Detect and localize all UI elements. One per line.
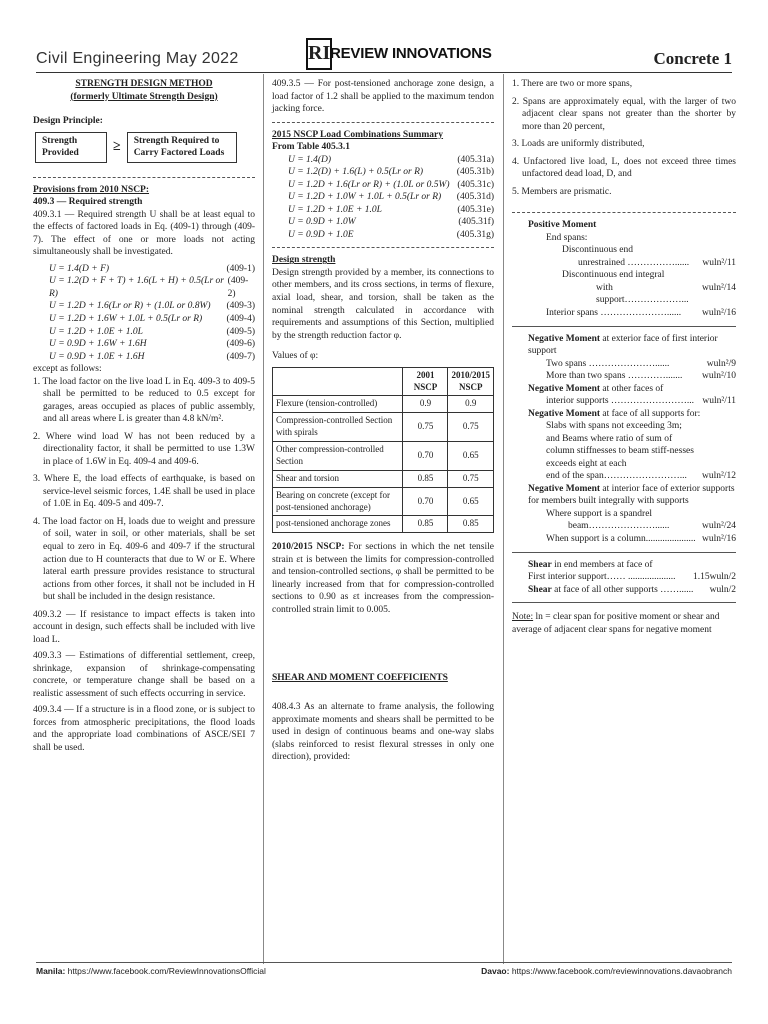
paragraph-408-4-3: 408.4.3 As an alternate to frame analysis, the following approximate moments and shears shall be permitted to be used in design of continuous beams and one-way slabs (slabs reinforced to resist flexural stresses in only one direction), provided:: [272, 701, 494, 763]
greater-equal-sign: ≥: [113, 138, 121, 154]
combo-equation: U = 1.4(D) (405.31a): [288, 154, 494, 165]
nscp-note: 2010/2015 NSCP: For sections in which the net tensile strain εt is between the limits for compression-controlled and tension-controlled sections, φ shall be permitted to be linearly increased from that for compression-controlled sections to 0.90 as εt increases from the compression-controlled strain limit to 0.005.: [272, 542, 494, 615]
paragraph-409-3-4: 409.3.4 — If a structure is in a flood zone, or is subject to forces from atmospheric precipitations, the flood loads and the appropriate load combinations of ASCE/SEI 7 shall be used.: [33, 705, 255, 753]
condition-item: 4. Unfactored live load, L, does not exceed three times unfactored dead load, D, and: [512, 156, 736, 180]
combo-equation: U = 1.2D + 1.0W + 1.0L + 0.5(Lr or R) (405.31d): [288, 192, 494, 203]
shear-row: Shear at face of all other supports ……...... wuln/2: [528, 584, 736, 595]
logo-text: REVIEW INNOVATIONS: [330, 45, 492, 62]
moment-row: interior supports ……………………... wuln²/11: [546, 396, 736, 407]
design-strength-title: Design strength: [272, 255, 336, 266]
shear-1: Shear in end members at face of: [528, 559, 653, 570]
condition-item: 3. Loads are uniformly distributed,: [512, 139, 645, 150]
footer-davao: Davao: https://www.facebook.com/reviewinnovations.davaobranch: [481, 966, 732, 976]
page-header: [0, 0, 768, 74]
table-header: 2010/2015 NSCP: [448, 367, 494, 396]
equation: U = 1.2D + 1.6W + 1.0L + 0.5(Lr or R) (409-4): [49, 313, 255, 324]
condition-item: 1. There are two or more spans,: [512, 79, 633, 89]
moment-row: with support………………... wuln²/14: [596, 282, 736, 306]
neg-moment-4: Negative Moment at interior face of exterior supports for members built integrally with supports: [528, 483, 735, 507]
combo-equation: U = 1.2(D) + 1.6(L) + 0.5(Lr or R) (405.31b): [288, 167, 494, 178]
combo-equation: U = 1.2D + 1.0E + 1.0L (405.31e): [288, 204, 494, 215]
divider: [512, 326, 736, 327]
disc-integral-label: Discontinuous end integral: [562, 270, 665, 281]
combo-equation: U = 0.9D + 1.0W (405.31f): [288, 217, 494, 228]
neg-moment-2: Negative Moment at other faces of: [528, 383, 664, 394]
equation: U = 1.2D + 1.6(Lr or R) + (1.0L or 0.8W) (409-3): [49, 301, 255, 312]
shear-row: First interior support…… .................... 1.15wuln/2: [528, 572, 736, 583]
design-principle-label: Design Principle:: [33, 116, 103, 127]
exception-item: 4. The load factor on H, loads due to weight and pressure of soil, water in soil, or other materials, shall be set equal to zero in Eq. 409-6 and 409-7 if the structural action due to H counteracts that due to W or E. Where lateral earth pressure provides resistance to structural actions from other forces, it shall not be included in H but shall be included in the design resistance.: [33, 516, 255, 603]
equation: U = 1.2D + 1.0E + 1.0L (409-5): [49, 326, 255, 337]
divider: [272, 247, 494, 248]
column-1: [33, 78, 255, 759]
paragraph-409-3-1: 409.3.1 — Required strength U shall be at least equal to the effects of factored loads in Eq. (409-1) through (409-7). The effect of one or more loads not acting simultaneously shall be investigated.: [33, 209, 255, 258]
table-row: Shear and torsion 0.85 0.75: [273, 470, 494, 487]
paragraph-409-3-3: 409.3.3 — Estimations of differential settlement, creep, shrinkage, expansion of shrinkage-compensating concrete, or temperature change shall be based on a realistic assessment of such effects occurring in service.: [33, 651, 255, 699]
moment-row: Two spans …………………...... wuln²/9: [546, 358, 736, 369]
design-principle-box: [35, 132, 255, 163]
values-label: Values of φ:: [272, 351, 319, 362]
strength-provided: Strength Provided: [35, 132, 107, 163]
provisions-title: Provisions from 2010 NSCP:: [33, 184, 150, 195]
logo-mark: RI: [306, 38, 332, 70]
neg-moment-1: Negative Moment at exterior face of first interior support: [528, 333, 718, 357]
column-3: [512, 78, 736, 636]
phi-table: [272, 367, 494, 534]
equation: U = 0.9D + 1.6W + 1.6H (409-6): [49, 339, 255, 350]
end-spans-label: End spans:: [546, 232, 588, 243]
logo: [306, 38, 496, 70]
course-title: Civil Engineering May 2022: [36, 50, 239, 67]
required-strength-title: 409.3 — Required strength: [33, 197, 143, 208]
table-header-row: [273, 367, 494, 396]
section-title: STRENGTH DESIGN METHOD: [75, 79, 213, 89]
moment-row: When support is a column..................... wuln²/16: [546, 534, 736, 544]
positive-moment-title: Positive Moment: [528, 220, 597, 231]
paragraph-409-3-5: 409.3.5 — For post-tensioned anchorage zone design, a load factor of 1.2 shall be applied to the maximum tendon jacking force.: [272, 79, 494, 115]
combo-title: 2015 NSCP Load Combinations Summary: [272, 129, 444, 140]
exception-item: 2. Where wind load W has not been reduced by a directionality factor, it shall be permitted to use 1.3W in place of 1.6W in Eq. 409-4 and 409-6.: [33, 431, 255, 467]
moment-row: unrestrained ……………...... wuln²/11: [578, 257, 736, 268]
equation: U = 0.9D + 1.0E + 1.6H (409-7): [49, 351, 255, 362]
table-header: 2001 NSCP: [403, 367, 448, 396]
header-divider: [36, 72, 732, 73]
divider: [512, 602, 736, 603]
disc-end-label: Discontinuous end: [562, 245, 633, 256]
moment-row: Interior spans …………………...... wuln²/16: [546, 307, 736, 318]
design-strength-text: Design strength provided by a member, its connections to other members, and its cross sections, in terms of flexure, axial load, shear, and torsion, shall be taken as the nominal strength calculated in accordance with requirements and assumptions of this Section, multiplied by the strength reduction factor φ.: [272, 267, 494, 341]
page-footer: [36, 962, 732, 977]
column-divider: [263, 74, 264, 964]
neg-moment-3: Negative Moment at face of all supports for:: [528, 408, 701, 419]
subject-title: Concrete 1: [653, 49, 732, 68]
divider: [512, 212, 736, 213]
table-row: Bearing on concrete (except for post-tensioned anchorage) 0.70 0.65: [273, 487, 494, 516]
column-2: [272, 78, 494, 768]
equation: U = 1.4(D + F) (409-1): [49, 263, 255, 274]
slabs-text: Slabs with spans not exceeding 3m; and Beams where ratio of sum of column stiffnesses to beam stiff-nesses exceeds eight at each: [546, 421, 694, 469]
equation-list: [33, 263, 255, 363]
exception-item: 3. Where E, the load effects of earthquake, is based on service-level seismic forces, 1.4E shall be used in place of 1.0E in Eq. 409-5 and 409-7.: [33, 474, 255, 510]
column-divider: [503, 74, 504, 964]
moment-row: end of the span……………………... wuln²/12: [546, 471, 736, 482]
paragraph-409-3-2: 409.3.2 — If resistance to impact effects is taken into account in design, such effects shall be included with live load L.: [33, 609, 255, 645]
combo-equation: U = 0.9D + 1.0E (405.31g): [288, 229, 494, 240]
condition-item: 5. Members are prismatic.: [512, 186, 612, 197]
shear-moment-title: SHEAR AND MOMENT COEFFICIENTS: [272, 673, 448, 684]
combo-equation: U = 1.2D + 1.6(Lr or R) + (1.0L or 0.5W) (405.31c): [288, 179, 494, 190]
combo-list: [272, 154, 494, 242]
divider: [33, 177, 255, 178]
condition-item: 2. Spans are approximately equal, with the larger of two adjacent clear spans not greater than the shorter by more than 20 percent,: [512, 96, 736, 132]
table-row: post-tensioned anchorage zones 0.85 0.85: [273, 516, 494, 533]
moment-row: More than two spans …………....... wuln²/10: [546, 371, 736, 382]
note: Note: ln = clear span for positive moment or shear and average of adjacent clear spans for negative moment: [512, 612, 720, 635]
table-row: Compression-controlled Section with spirals 0.75 0.75: [273, 413, 494, 442]
exception-item: 1. The load factor on the live load L in Eq. 409-3 to 409-5 shall be permitted to be reduced to 0.5 except for garages, areas occupied as places of public assembly, and all areas where L is greater than 4.8 kN/m².: [33, 376, 255, 425]
footer-manila: Manila: https://www.facebook.com/ReviewInnovationsOfficial: [36, 966, 266, 976]
spandrel-label: Where support is a spandrel: [546, 508, 653, 519]
table-row: Flexure (tension-controlled) 0.9 0.9: [273, 396, 494, 413]
divider: [512, 552, 736, 553]
divider: [272, 122, 494, 123]
strength-required: Strength Required to Carry Factored Loads: [127, 132, 237, 163]
combo-subtitle: From Table 405.3.1: [272, 142, 350, 153]
equation: U = 1.2(D + F + T) + 1.6(L + H) + 0.5(Lr or R) (409-2): [49, 276, 249, 299]
except-label: except as follows:: [33, 364, 102, 375]
table-header: [273, 367, 403, 396]
moment-row: beam…………………...... wuln²/24: [568, 521, 736, 532]
section-subtitle: (formerly Ultimate Strength Design): [70, 91, 218, 102]
table-row: Other compression-controlled Section 0.70 0.65: [273, 442, 494, 471]
